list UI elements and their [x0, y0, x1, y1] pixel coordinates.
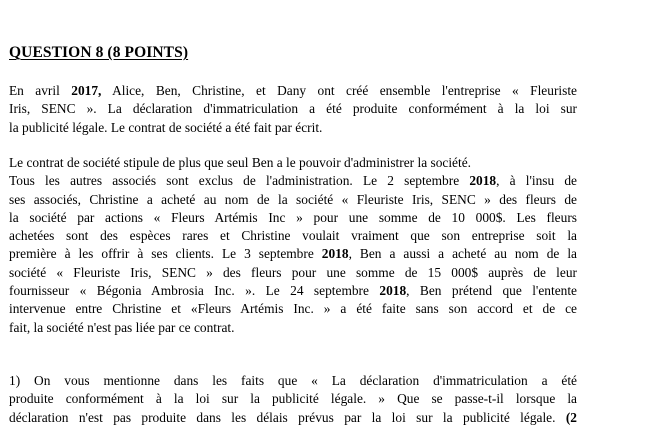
paragraph-line: Tous les autres associés sont exclus de l'administration. Le 2 septembre 2018, à l'insu de	[9, 173, 577, 189]
paragraph-line: 1) On vous mentionne dans les faits que « La déclaration d'immatriculation a été	[9, 373, 577, 388]
paragraph-line: fait, la société n'est pas liée par ce contrat.	[9, 319, 235, 335]
paragraph-line: En avril 2017, Alice, Ben, Christine, et Dany ont créé ensemble l'entreprise « Fleuriste	[9, 83, 577, 98]
paragraph-line: déclaration n'est pas produite dans les délais prévus par la loi sur la publicité légale. (2	[9, 409, 577, 425]
question-heading: QUESTION 8 (8 POINTS)	[9, 44, 189, 61]
facts-paragraph-1	[9, 82, 577, 137]
paragraph-line: société « Fleuriste Iris, SENC » des fleurs pour une somme de 15 000$ auprès de leur	[9, 264, 577, 280]
paragraph-line: achetées sont des espèces rares et Christine voulait vraiment que son entreprise soit la	[9, 228, 577, 244]
paragraph-line: produite conformément à la loi sur la publicité légale. » Que se passe-t-il lorsque la	[9, 391, 577, 407]
paragraph-line: la société par actions « Fleurs Artémis Inc » pour une somme de 10 000$. Les fleurs	[9, 209, 577, 225]
paragraph-line: ses associés, Christine a acheté au nom de la société « Fleuriste Iris, SENC » des fleurs de	[9, 191, 577, 207]
paragraph-line: première à les offrir à ses clients. Le 3 septembre 2018, Ben a aussi a acheté au nom de la	[9, 246, 577, 262]
paragraph-line: fournisseur « Bégonia Ambrosia Inc. ». Le 24 septembre 2018, Ben prétend que l'entente	[9, 283, 577, 299]
facts-paragraph-2	[9, 154, 577, 337]
paragraph-line: intervenue entre Christine et «Fleurs Artémis Inc. » a été faite sans son accord et de ce	[9, 301, 577, 317]
paragraph-line: Iris, SENC ». La déclaration d'immatriculation a été produite conformément à la loi sur	[9, 101, 577, 117]
paragraph-line: Le contrat de société stipule de plus que seul Ben a le pouvoir d'administrer la société.	[9, 155, 472, 170]
sub-question-1	[9, 372, 577, 427]
paragraph-line: la publicité légale. Le contrat de société a été fait par écrit.	[9, 119, 323, 135]
